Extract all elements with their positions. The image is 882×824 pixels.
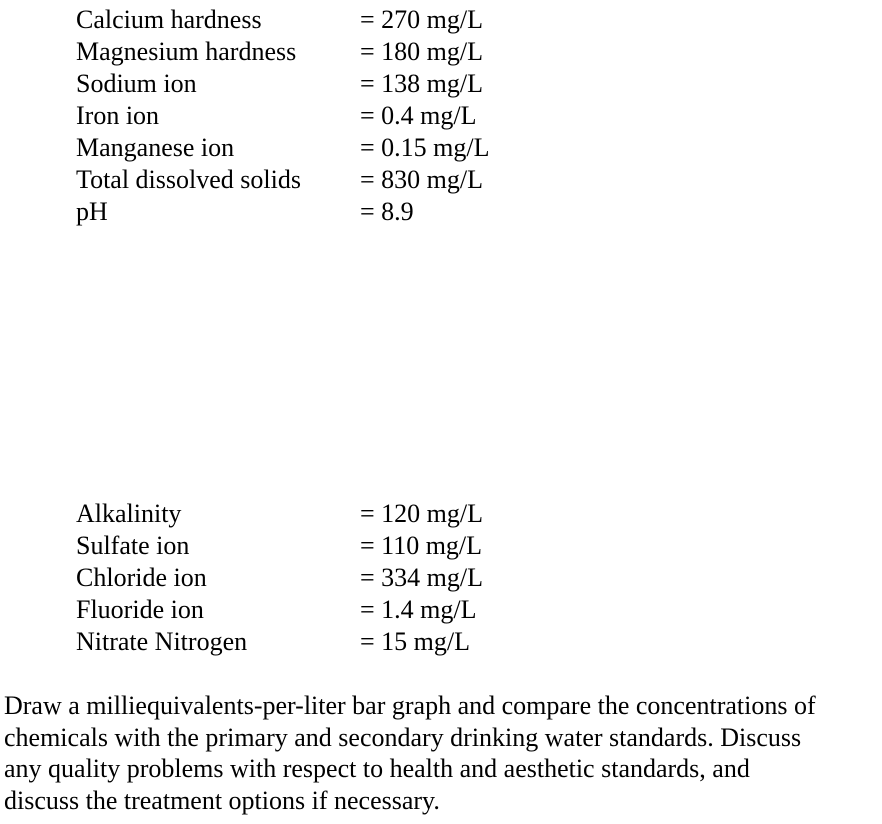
parameter-label: Calcium hardness [76, 5, 262, 34]
parameter-value: = 110 mg/L [360, 531, 483, 560]
question-line: discuss the treatment options if necessary. [4, 785, 440, 815]
parameter-value: = 0.15 mg/L [360, 133, 490, 162]
parameter-label: Nitrate Nitrogen [76, 627, 248, 656]
parameter-label: Alkalinity [76, 499, 182, 528]
parameter-value: = 138 mg/L [360, 69, 483, 98]
parameter-label: pH [76, 197, 108, 226]
parameter-value: = 270 mg/L [360, 5, 483, 34]
parameter-label: Magnesium hardness [76, 37, 297, 66]
parameter-label: Manganese ion [76, 133, 235, 162]
question-line: chemicals with the primary and secondary drinking water standards. Discuss [4, 722, 802, 752]
parameter-label: Sulfate ion [76, 531, 190, 560]
parameter-value: = 1.4 mg/L [360, 595, 477, 624]
question-line: any quality problems with respect to health and aesthetic standards, and [4, 754, 750, 783]
parameter-label: Sodium ion [76, 69, 197, 98]
parameter-value: = 334 mg/L [360, 563, 483, 592]
parameter-value: = 0.4 mg/L [360, 101, 477, 130]
parameter-value: = 830 mg/L [360, 165, 483, 194]
parameter-value: = 120 mg/L [360, 499, 483, 528]
question-paragraph [4, 690, 880, 816]
parameter-label: Chloride ion [76, 563, 207, 592]
parameter-label: Iron ion [76, 101, 160, 130]
question-line: Draw a milliequivalents-per-liter bar graph and compare the concentrations of [4, 691, 816, 720]
parameter-label: Fluoride ion [76, 595, 204, 624]
parameter-value: = 180 mg/L [360, 37, 483, 66]
parameter-value: = 15 mg/L [360, 627, 470, 656]
parameter-value: = 8.9 [360, 197, 414, 226]
parameter-label: Total dissolved solids [76, 165, 301, 194]
